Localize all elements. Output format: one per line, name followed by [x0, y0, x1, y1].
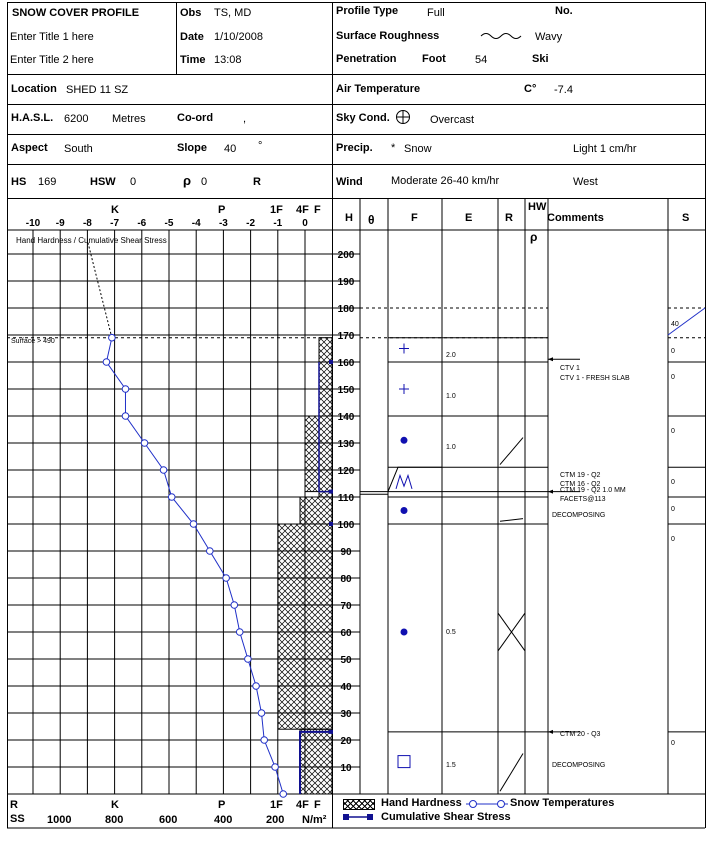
comment-text: DECOMPOSING [552, 512, 606, 519]
hardness-bar [278, 524, 332, 729]
shear-legend-icon [343, 812, 373, 822]
s-value: 0 [671, 348, 675, 355]
comment-text: CTM 19 - Q2 [560, 472, 601, 479]
height-tick-label: 160 [337, 358, 355, 369]
wind-label: Wind [336, 176, 363, 188]
hsw-value: 0 [130, 176, 137, 188]
obs-value: TS, MD [214, 7, 252, 19]
shear-point [329, 360, 333, 364]
shear-point [329, 730, 333, 734]
comment-text: CTV 1 - FRESH SLAB [560, 375, 630, 382]
hardness-bar [300, 729, 332, 794]
col-f: F [411, 212, 418, 224]
obs-label: Obs [180, 7, 202, 19]
height-tick-label: 100 [337, 520, 355, 531]
temp-tick-label: -6 [137, 218, 147, 229]
temp-point [236, 629, 243, 636]
height-tick-label: 140 [337, 412, 355, 423]
foot-value: 54 [475, 54, 488, 66]
penetration-label: Penetration [336, 53, 397, 65]
height-tick-label: 30 [340, 709, 352, 720]
foot-label: Foot [422, 53, 446, 65]
hand-hardness-note: Hand Hardness / Cumulative Shear Stress [16, 236, 167, 245]
temp-dashed-extension [87, 241, 111, 338]
grain-facet-icon [396, 475, 412, 489]
bottom-k: K [111, 799, 119, 811]
air-temp-unit: C° [524, 83, 537, 95]
col-comments: Comments [547, 212, 604, 224]
coord-label: Co-ord [177, 112, 214, 124]
time-label: Time [180, 54, 206, 66]
height-tick-label: 130 [337, 439, 355, 450]
temp-tick-label: 0 [302, 218, 308, 229]
col-rho: ρ [530, 230, 538, 244]
comment-arrow-head [548, 357, 553, 361]
legend-snow-temps: Snow Temperatures [510, 797, 615, 809]
slope-unit: ° [258, 140, 263, 152]
temp-tick-label: -4 [191, 218, 201, 229]
comment-text: CTV 1 [560, 365, 580, 372]
temp-tick-label: -1 [273, 218, 283, 229]
r-label: R [253, 176, 261, 188]
col-h: H [345, 212, 353, 224]
temp-tick-label: -9 [55, 218, 65, 229]
air-temp-label: Air Temperature [336, 83, 421, 95]
air-temp-value: -7.4 [554, 84, 573, 96]
aspect-value: South [64, 143, 93, 155]
grain-rounded-icon [401, 507, 408, 514]
k-label: K [111, 204, 119, 216]
temp-point [272, 764, 279, 771]
s-value: 0 [671, 740, 675, 747]
profile-type-label: Profile Type [336, 5, 399, 17]
r-mark [500, 519, 523, 522]
bottom-1f: 1F [270, 799, 283, 811]
s-value: 0 [671, 536, 675, 543]
precip-rate: Light 1 cm/hr [573, 143, 637, 155]
ss-unit: N/m² [302, 814, 327, 826]
temp-point [168, 494, 175, 501]
col-theta: θ [368, 213, 375, 227]
sky-label: Sky Cond. [336, 112, 390, 124]
temp-tick-label: -3 [218, 218, 228, 229]
temp-point [261, 737, 268, 744]
precip-value: Snow [404, 143, 432, 155]
title-1[interactable]: Enter Title 1 here [10, 31, 94, 43]
density-label: ρ [183, 173, 192, 188]
temp-point [109, 334, 116, 341]
date-label: Date [180, 31, 204, 43]
s-value: 40 [671, 321, 679, 328]
ss-tick: 600 [159, 814, 178, 826]
p-label: P [218, 204, 226, 216]
profile-type-value: Full [427, 7, 445, 19]
temp-point [258, 710, 265, 717]
sky-value: Overcast [430, 114, 475, 126]
bottom-p: P [218, 799, 226, 811]
temp-tick-label: -2 [246, 218, 256, 229]
temp-point [122, 413, 129, 420]
ss-tick: 1000 [47, 814, 72, 826]
hardness-bar [319, 362, 332, 416]
hatch-swatch [343, 799, 375, 810]
legend-hand-hardness: Hand Hardness [381, 797, 462, 809]
height-tick-label: 170 [337, 331, 355, 342]
aspect-label: Aspect [11, 142, 48, 154]
precip-label: Precip. [336, 142, 373, 154]
hardness-bar [300, 497, 332, 524]
s-value: 0 [671, 506, 675, 513]
temp-line [106, 338, 283, 794]
height-tick-label: 150 [337, 385, 355, 396]
hs-value: 169 [38, 176, 57, 188]
s-value: 0 [671, 428, 675, 435]
height-tick-label: 10 [340, 763, 352, 774]
temp-point [223, 575, 230, 582]
height-tick-label: 50 [340, 655, 352, 666]
temp-point [103, 359, 110, 366]
temp-point [253, 683, 260, 690]
temp-tick-label: -7 [110, 218, 120, 229]
r-mark [500, 754, 523, 792]
bottom-4f: 4F [296, 799, 309, 811]
comment-text: FACETS@113 [560, 496, 606, 503]
comment-arrow-head [548, 490, 553, 494]
surface-roughness-label: Surface Roughness [336, 30, 440, 42]
height-tick-label: 90 [340, 547, 352, 558]
precip-symbol: * [391, 142, 396, 154]
ss-bottom-label: SS [10, 813, 25, 825]
e-value: 2.0 [446, 352, 456, 359]
temp-tick-label: -10 [25, 218, 41, 229]
height-tick-label: 60 [340, 628, 352, 639]
hsw-label: HSW [90, 176, 116, 188]
e-value: 1.0 [446, 393, 456, 400]
s-value: 0 [671, 479, 675, 486]
location-value: SHED 11 SZ [66, 84, 129, 96]
temp-legend-icon [466, 799, 508, 809]
temp-point [190, 521, 197, 528]
1f-label: 1F [270, 204, 283, 216]
shear-point [329, 490, 333, 494]
col-s: S [682, 212, 690, 224]
profile-title: SNOW COVER PROFILE [12, 7, 140, 19]
temp-point [280, 791, 287, 798]
temp-tick-label: -5 [164, 218, 174, 229]
wind-direction: West [573, 176, 598, 188]
height-tick-label: 80 [340, 574, 352, 585]
height-tick-label: 180 [337, 304, 355, 315]
hs-label: HS [11, 176, 27, 188]
ss-tick: 800 [105, 814, 124, 826]
e-value: 0.5 [446, 629, 456, 636]
height-tick-label: 40 [340, 682, 352, 693]
time-value: 13:08 [214, 54, 242, 66]
grain-rounded-icon [401, 437, 408, 444]
density-value: 0 [201, 176, 208, 188]
temp-tick-label: -8 [82, 218, 92, 229]
temperature-line [87, 241, 286, 798]
title-2[interactable]: Enter Title 2 here [10, 54, 94, 66]
surface-roughness-value: Wavy [535, 31, 563, 43]
height-tick-label: 20 [340, 736, 352, 747]
temp-point [141, 440, 148, 447]
f-label: F [314, 204, 321, 216]
surface-note: Surface > 490 [11, 338, 55, 345]
comment-text: CTM 16 - Q2 [560, 481, 601, 488]
height-tick-label: 200 [337, 250, 355, 261]
e-value: 1.5 [446, 762, 456, 769]
wind-value: Moderate 26-40 km/hr [391, 175, 500, 187]
col-r: R [505, 212, 513, 224]
coord-value: , [243, 113, 247, 125]
slope-label: Slope [177, 142, 207, 154]
hasl-value: 6200 [64, 113, 89, 125]
comment-text: CTM 19 - Q2 1.0 MM [560, 487, 626, 494]
hasl-unit: Metres [112, 113, 146, 125]
r-bottom-label: R [10, 799, 18, 811]
comment-text: CTM 20 - Q3 [560, 731, 601, 738]
temp-point [160, 467, 167, 474]
ski-label: Ski [532, 53, 549, 65]
hasl-label: H.A.S.L. [11, 112, 54, 124]
ss-tick: 400 [214, 814, 233, 826]
shear-point [329, 522, 333, 526]
ss-tick: 200 [266, 814, 285, 826]
grain-rounded-icon [401, 629, 408, 636]
hardness-bar [319, 338, 332, 362]
height-tick-label: 70 [340, 601, 352, 612]
temp-point [207, 548, 214, 555]
slope-value: 40 [224, 143, 237, 155]
comment-text: DECOMPOSING [552, 762, 606, 769]
temp-point [245, 656, 252, 663]
height-tick-label: 190 [337, 277, 355, 288]
4f-label: 4F [296, 204, 309, 216]
grain-symbols [396, 344, 412, 768]
height-tick-label: 120 [337, 466, 355, 477]
temp-point [231, 602, 238, 609]
date-value: 1/10/2008 [214, 31, 263, 43]
grain-faceted-icon [398, 756, 410, 768]
comment-arrow-head [548, 730, 553, 734]
no-label: No. [555, 5, 573, 17]
s-value: 0 [671, 374, 675, 381]
bottom-f: F [314, 799, 321, 811]
r-mark [500, 438, 523, 465]
legend-shear: Cumulative Shear Stress [381, 811, 511, 823]
location-label: Location [11, 83, 57, 95]
height-tick-label: 110 [337, 493, 355, 504]
temp-point [122, 386, 129, 393]
col-e: E [465, 212, 473, 224]
col-hw: HW [528, 201, 547, 213]
e-value: 1.0 [446, 444, 456, 451]
